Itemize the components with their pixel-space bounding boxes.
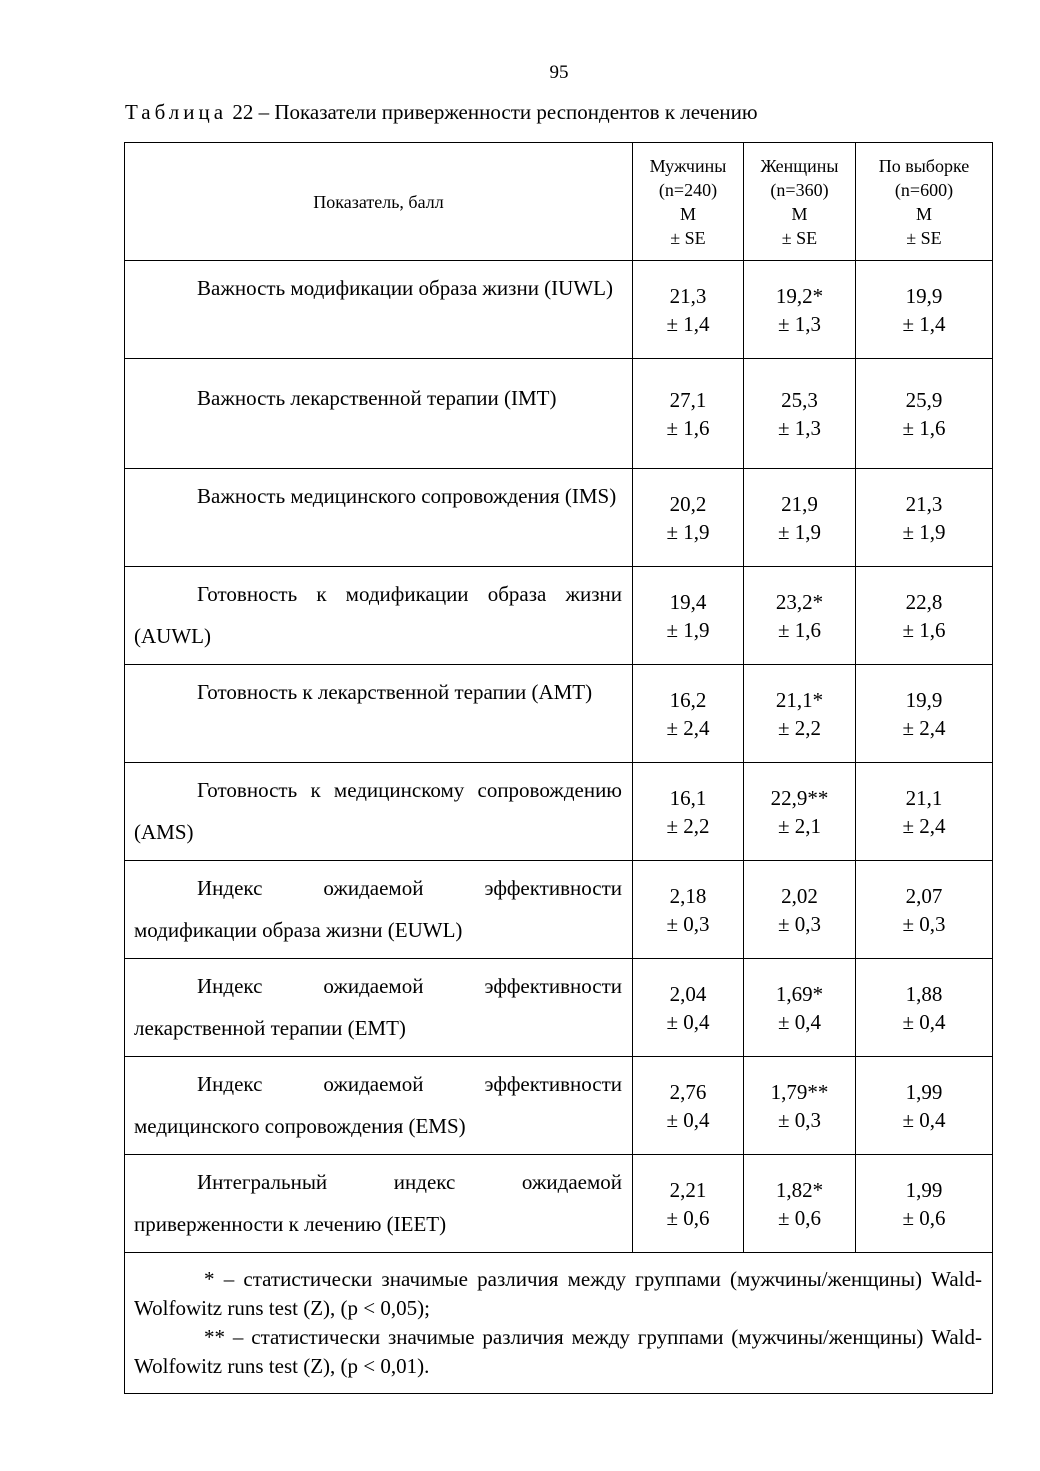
header-total: [856, 143, 993, 261]
header-men-se: ± SE: [670, 227, 706, 248]
total-value: 2,07 ± 0,3: [856, 861, 993, 959]
total-value: 1,88 ± 0,4: [856, 959, 993, 1057]
row-label: Индекс ожидаемой эффективности медицинского сопровождения (EMS): [125, 1057, 633, 1155]
table-notes-row: [125, 1253, 993, 1394]
header-men-n: (n=240): [658, 179, 718, 200]
table-row: [125, 567, 993, 665]
header-total-m: M: [915, 203, 932, 224]
total-value: 25,9 ± 1,6: [856, 359, 993, 469]
total-value: 1,99 ± 0,6: [856, 1155, 993, 1253]
total-value: 1,99 ± 0,4: [856, 1057, 993, 1155]
table-header-row: [125, 143, 993, 261]
table-row: [125, 1057, 993, 1155]
header-men-title: Мужчины: [649, 155, 727, 176]
total-value: 19,9 ± 1,4: [856, 261, 993, 359]
row-label: Важность модификации образа жизни (IUWL): [125, 261, 633, 359]
row-label: Готовность к лекарственной терапии (AMT): [125, 665, 633, 763]
men-value: 2,04 ± 0,4: [633, 959, 744, 1057]
row-label: Важность лекарственной терапии (IMT): [125, 359, 633, 469]
women-value: 25,3 ± 1,3: [744, 359, 856, 469]
men-value: 2,21 ± 0,6: [633, 1155, 744, 1253]
total-value: 21,3 ± 1,9: [856, 469, 993, 567]
women-value: 22,9** ± 2,1: [744, 763, 856, 861]
header-women-m: M: [791, 203, 808, 224]
table-row: [125, 763, 993, 861]
men-value: 27,1 ± 1,6: [633, 359, 744, 469]
table-row: [125, 359, 993, 469]
page-number: 95: [549, 62, 569, 83]
table-row: [125, 261, 993, 359]
total-value: 19,9 ± 2,4: [856, 665, 993, 763]
women-value: 23,2* ± 1,6: [744, 567, 856, 665]
row-label: Важность медицинского сопровождения (IMS): [125, 469, 633, 567]
table-caption: [125, 100, 758, 125]
men-value: 16,2 ± 2,4: [633, 665, 744, 763]
women-value: 2,02 ± 0,3: [744, 861, 856, 959]
note-p005: * – статистически значимые различия между группами (мужчины/женщины) Wald-Wolfowitz runs test (Z), (p < 0,05);: [134, 1267, 982, 1320]
men-value: 2,18 ± 0,3: [633, 861, 744, 959]
header-total-n: (n=600): [894, 179, 954, 200]
table-row: [125, 959, 993, 1057]
caption-table-word: Таблица: [125, 100, 228, 124]
row-label: Индекс ожидаемой эффективности модификации образа жизни (EUWL): [125, 861, 633, 959]
header-women-se: ± SE: [781, 227, 818, 248]
total-value: 22,8 ± 1,6: [856, 567, 993, 665]
women-value: 1,82* ± 0,6: [744, 1155, 856, 1253]
table-row: [125, 1155, 993, 1253]
header-women-title: Женщины: [760, 155, 839, 176]
total-value: 21,1 ± 2,4: [856, 763, 993, 861]
row-label: Готовность к медицинскому сопровождению (AMS): [125, 763, 633, 861]
men-value: 2,76 ± 0,4: [633, 1057, 744, 1155]
header-men: [633, 143, 744, 261]
men-value: 20,2 ± 1,9: [633, 469, 744, 567]
table-row: [125, 469, 993, 567]
women-value: 1,79** ± 0,3: [744, 1057, 856, 1155]
adherence-table: [124, 142, 993, 1394]
women-value: 21,1* ± 2,2: [744, 665, 856, 763]
women-value: 19,2* ± 1,3: [744, 261, 856, 359]
men-value: 19,4 ± 1,9: [633, 567, 744, 665]
caption-title: 22 – Показатели приверженности респондентов к лечению: [227, 100, 758, 124]
table-row: [125, 861, 993, 959]
women-value: 1,69* ± 0,4: [744, 959, 856, 1057]
row-label: Готовность к модификации образа жизни (AUWL): [125, 567, 633, 665]
header-men-m: M: [679, 203, 696, 224]
men-value: 16,1 ± 2,2: [633, 763, 744, 861]
header-total-title: По выборке: [878, 155, 970, 176]
men-value: 21,3 ± 1,4: [633, 261, 744, 359]
header-total-se: ± SE: [906, 227, 942, 248]
note-p001: ** – статистически значимые различия между группами (мужчины/женщины) Wald-Wolfowitz runs test (Z), (p < 0,01).: [134, 1325, 982, 1378]
row-label: Индекс ожидаемой эффективности лекарственной терапии (EMT): [125, 959, 633, 1057]
header-indicator: Показатель, балл: [125, 143, 633, 261]
table-row: [125, 665, 993, 763]
women-value: 21,9 ± 1,9: [744, 469, 856, 567]
header-women-n: (n=360): [770, 179, 829, 200]
header-women: [744, 143, 856, 261]
row-label: Интегральный индекс ожидаемой приверженности к лечению (IEET): [125, 1155, 633, 1253]
table-notes: [125, 1253, 993, 1394]
